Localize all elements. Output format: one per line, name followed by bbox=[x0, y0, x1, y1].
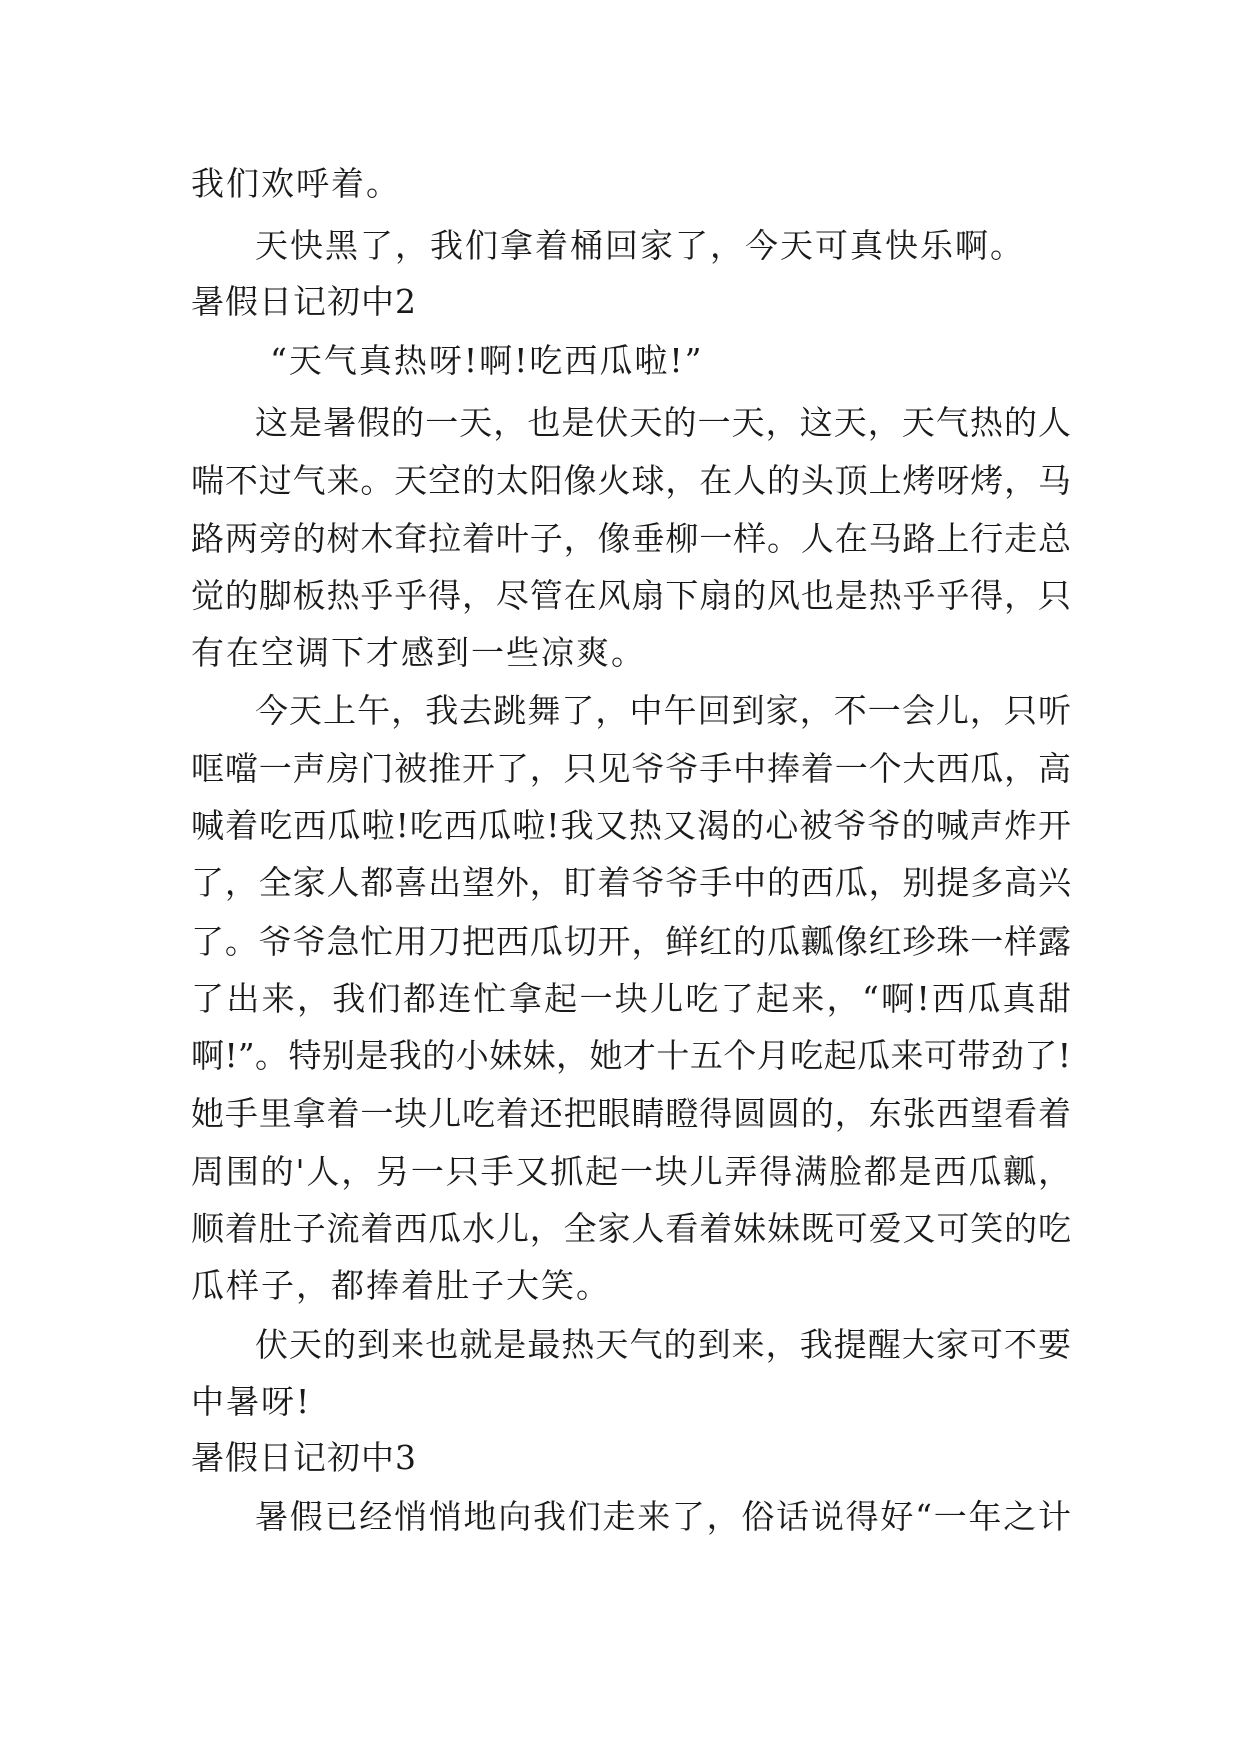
section-heading: 暑假日记初中2 bbox=[191, 282, 417, 321]
text-line: 啊!”。特别是我的小妹妹，她才十五个月吃起瓜来可带劲了! bbox=[191, 1036, 1071, 1075]
text-line: 喊着吃西瓜啦!吃西瓜啦!我又热又渴的心被爷爷的喊声炸开 bbox=[191, 806, 1071, 845]
text-line: 我们欢呼着。 bbox=[191, 164, 401, 203]
text-line: 今天上午，我去跳舞了，中午回到家，不一会儿，只听 bbox=[255, 691, 1071, 730]
text-line: 觉的脚板热乎乎得，尽管在风扇下扇的风也是热乎乎得，只 bbox=[191, 576, 1071, 615]
text-line: 这是暑假的一天，也是伏天的一天，这天，天气热的人 bbox=[255, 403, 1071, 442]
text-line: 了出来，我们都连忙拿起一块儿吃了起来，“啊!西瓜真甜 bbox=[191, 979, 1071, 1018]
text-line: 有在空调下才感到一些凉爽。 bbox=[191, 633, 646, 672]
section-heading: 暑假日记初中3 bbox=[191, 1438, 417, 1477]
text-line: 伏天的到来也就是最热天气的到来，我提醒大家可不要 bbox=[255, 1325, 1071, 1364]
text-line: 瓜样子，都捧着肚子大笑。 bbox=[191, 1266, 611, 1305]
text-line: 路两旁的树木耷拉着叶子，像垂柳一样。人在马路上行走总 bbox=[191, 519, 1071, 558]
text-line: 周围的'人，另一只手又抓起一块儿弄得满脸都是西瓜瓤， bbox=[191, 1152, 1071, 1191]
text-line: 中暑呀! bbox=[191, 1382, 312, 1421]
text-line: “天气真热呀!啊!吃西瓜啦!” bbox=[270, 341, 704, 380]
text-line: 了。爷爷急忙用刀把西瓜切开，鲜红的瓜瓤像红珍珠一样露 bbox=[191, 922, 1071, 961]
text-line: 哐噹一声房门被推开了，只见爷爷手中捧着一个大西瓜，高 bbox=[191, 749, 1071, 788]
text-line: 顺着肚子流着西瓜水儿，全家人看着妹妹既可爱又可笑的吃 bbox=[191, 1209, 1071, 1248]
text-line: 了，全家人都喜出望外，盯着爷爷手中的西瓜，别提多高兴 bbox=[191, 863, 1071, 902]
text-line: 她手里拿着一块儿吃着还把眼睛瞪得圆圆的，东张西望看着 bbox=[191, 1094, 1071, 1133]
text-line: 喘不过气来。天空的太阳像火球，在人的头顶上烤呀烤，马 bbox=[191, 461, 1071, 500]
text-line: 天快黑了，我们拿着桶回家了，今天可真快乐啊。 bbox=[255, 226, 1025, 265]
text-line: 暑假已经悄悄地向我们走来了，俗话说得好“一年之计 bbox=[255, 1497, 1071, 1536]
